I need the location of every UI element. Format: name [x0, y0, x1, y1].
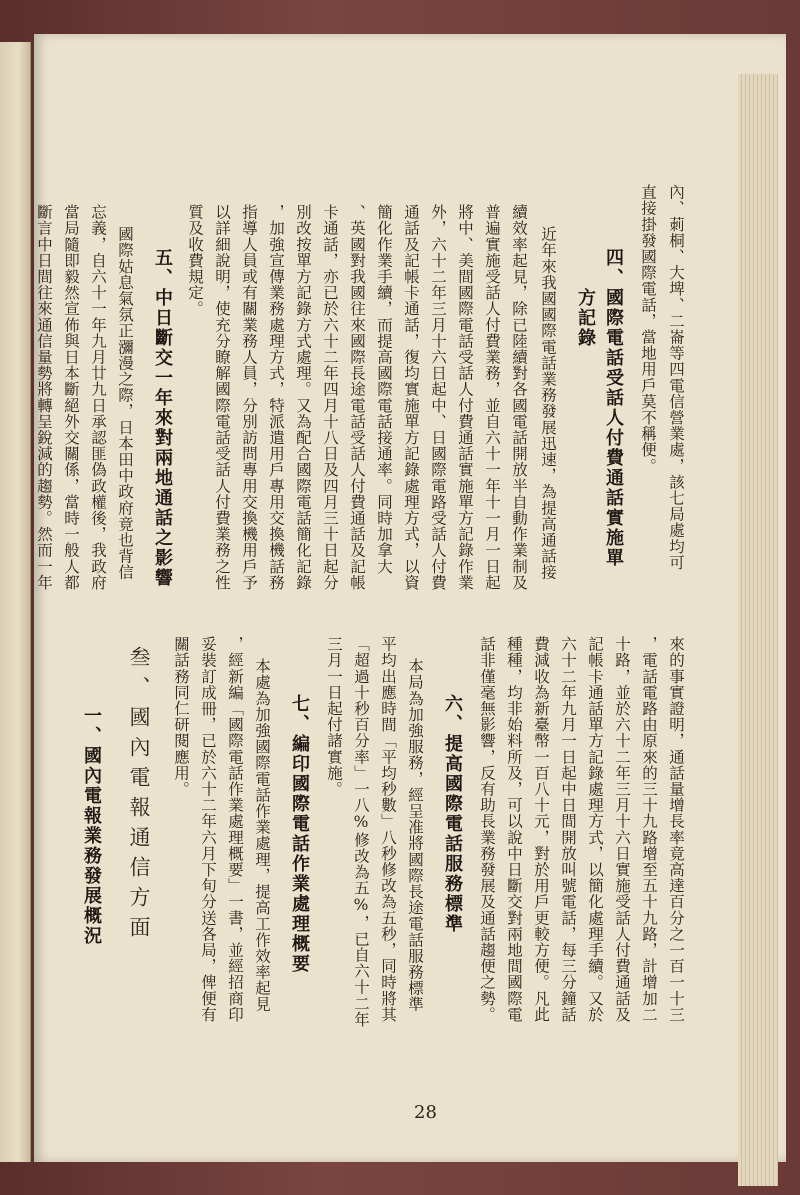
- text-column: 近年來我國國際電話業務發展迅速，為提高通話接: [539, 226, 557, 581]
- page-number: 28: [414, 1102, 437, 1123]
- section-7-heading: 七、編印國際電話作業處理概要: [289, 694, 310, 974]
- text-column: 斷言中日間往來通信量勢將轉呈銳減的趨勢。然而一年: [35, 204, 53, 591]
- text-column: 三月一日起付諸實施。: [325, 636, 343, 797]
- text-column: 種種，均非始料所及，可以說中日斷交對兩地間國際電: [505, 636, 523, 1023]
- text-column: 當局隨即毅然宣佈與日本斷絕外交關係，當時一般人都: [62, 204, 80, 591]
- text-column: 簡化作業手續，而提高國際電話接通率。同時加拿大: [375, 204, 393, 575]
- text-column: 通話及記帳卡通話，復均實施單方記錄處理方式，以資: [402, 204, 420, 591]
- text-column: 忘義，自六十一年九月廿九日承認匪偽政權後，我政府: [89, 204, 107, 591]
- text-column: 話非僅毫無影響，反有助長業務發展及通話趨便之勢。: [478, 636, 496, 1023]
- text-column: 指導人員或有關業務人員，分別訪問專用交換機用戶予: [240, 204, 258, 591]
- section-4-heading-cont: 方記錄: [575, 288, 596, 348]
- text-column: 以詳細說明，使充分瞭解國際電話受話人付費業務之性: [213, 204, 231, 591]
- text-column: 六十二年九月一日起中日間開放叫號電話，每三分鐘話: [559, 636, 577, 1023]
- page-edges: [738, 74, 778, 1186]
- text-column: ，加強宣傳業務處理方式，特派遣用戶專用交換機話務: [267, 204, 285, 591]
- text-column: 質及收費規定。: [186, 204, 204, 317]
- text-column: 記帳卡通話單方記錄處理方式，以簡化處理手續。又於: [586, 636, 604, 1023]
- text-column: 別改按單方記錄方式處理。又為配合國際電話簡化記錄: [294, 204, 312, 591]
- text-column: 本局為加強服務，經呈准將國際長途電話服務標準: [406, 658, 424, 1013]
- text-column: 「超過十秒百分率」一八%修改為五%，已自六十二年: [352, 636, 370, 1028]
- text-column: 將中、美間國際電話受話人付費通話實施單方記錄作業: [456, 204, 474, 591]
- section-6-heading: 六、提高國際電話服務標準: [442, 694, 463, 934]
- text-column: 平均出應時間「平均秒數」八秒修改為五秒，同時將其: [379, 636, 397, 1023]
- section-4-heading: 四、國際電話受話人付費通話實施單: [603, 248, 624, 568]
- text-column: 國際姑息氣氛正瀰漫之際，日本田中政府竟也背信: [116, 226, 134, 581]
- text-column: 直接掛發國際電話，當地用戶莫不稱便。: [639, 184, 657, 474]
- section-5-heading: 五、中日斷交一年來對兩地通話之影響: [152, 248, 173, 588]
- facing-page-edge: [0, 42, 31, 1162]
- text-column: 本處為加強國際電話作業處理，提高工作效率起見: [253, 658, 271, 1013]
- text-column: 續效率起見，除已陸續對各國電話開放半自動作業制及: [510, 204, 528, 591]
- part-3-subheading: 一、國內電報業務發展概況: [81, 706, 102, 946]
- text-column: 妥裝訂成冊，已於六十二年六月下旬分送各局，俾便有: [199, 636, 217, 1023]
- part-3-heading: 叁、國內電報通信方面: [127, 646, 151, 946]
- text-column: ，電話電路由原來的三十九路增至五十九路，計增加二: [640, 636, 658, 1023]
- text-column: 內、莿桐、大埤、二崙等四電信營業處，該七局處均可: [667, 184, 685, 571]
- text-column: ，經新編「國際電話作業處理概要」一書，並經招商印: [226, 636, 244, 1023]
- book-page: [34, 34, 786, 1162]
- text-column: 十路，並於六十二年三月十六日實施受話人付費通話及: [613, 636, 631, 1023]
- text-column: 來的事實證明，通話量增長率竟高達百分之一百一十三: [667, 636, 685, 1023]
- text-column: 費減收為新臺幣一百八十元，對於用戶更較方便。凡此: [532, 636, 550, 1023]
- text-column: 卡通話，亦已於六十二年四月十八日及四月三十日起分: [321, 204, 339, 591]
- text-column: 外，六十二年三月十六日起中、日國際電路受話人付費: [429, 204, 447, 591]
- text-column: 、英國對我國往來國際長途電話受話人付費通話及記帳: [348, 204, 366, 591]
- text-column: 普遍實施受話人付費業務，並自六十一年十一月一日起: [483, 204, 501, 591]
- text-column: 關話務同仁研閱應用。: [172, 636, 190, 797]
